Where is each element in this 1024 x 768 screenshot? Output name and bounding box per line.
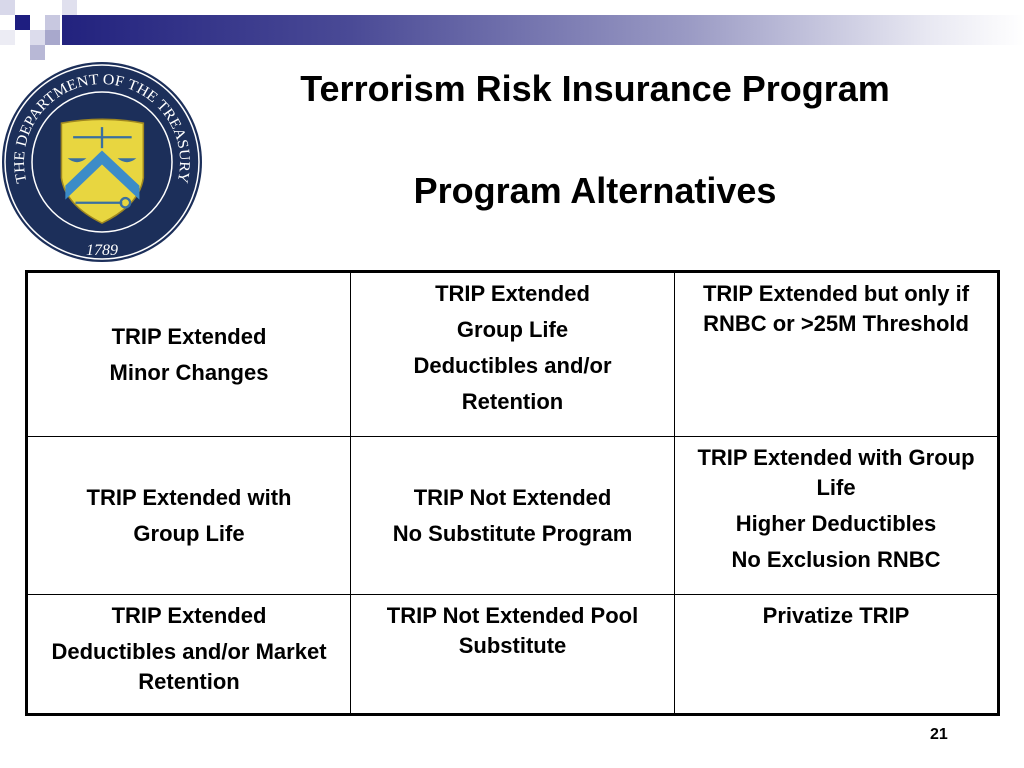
- cell-line: No Substitute Program: [392, 520, 633, 546]
- table-cell: [351, 437, 675, 595]
- table-cell: [675, 272, 999, 437]
- table-row: [27, 272, 999, 437]
- cell-line: TRIP Extended: [111, 323, 267, 349]
- table-cell: [27, 437, 351, 595]
- cell-line: Deductibles and/or Market Retention: [51, 639, 327, 695]
- table-cell: [27, 272, 351, 437]
- cell-line: TRIP Extended with Group Life: [697, 445, 975, 501]
- alternatives-table: [25, 270, 1000, 716]
- table-row: [27, 595, 999, 715]
- cell-line: Group Life: [133, 520, 245, 546]
- cell-line: Minor Changes: [109, 359, 269, 385]
- table-cell: [27, 595, 351, 715]
- cell-line: TRIP Not Extended Pool Substitute: [386, 603, 639, 659]
- cell-line: TRIP Extended: [435, 281, 590, 306]
- table-cell: [675, 437, 999, 595]
- cell-line: Privatize TRIP: [762, 603, 910, 629]
- cell-line: Group Life: [456, 317, 569, 342]
- treasury-seal-logo: [0, 60, 205, 265]
- cell-line: Retention: [461, 389, 564, 414]
- page-number: 21: [930, 726, 948, 743]
- cell-line: TRIP Not Extended: [413, 484, 612, 510]
- cell-line: No Exclusion RNBC: [731, 547, 941, 573]
- table-cell: [351, 272, 675, 437]
- page-title: Terrorism Risk Insurance Program: [300, 68, 890, 109]
- cell-line: Higher Deductibles: [735, 511, 937, 537]
- table-cell: [351, 595, 675, 715]
- svg-text:1789: 1789: [86, 242, 118, 259]
- table-row: [27, 437, 999, 595]
- table-cell: [675, 595, 999, 715]
- svg-text:THE DEPARTMENT OF THE TREASURY: THE DEPARTMENT OF THE TREASURY: [11, 71, 193, 185]
- cell-line: TRIP Extended but only if RNBC or >25M Threshold: [702, 281, 970, 336]
- page-subtitle: Program Alternatives: [413, 170, 777, 211]
- header-bar: [62, 15, 1024, 45]
- cell-line: TRIP Extended: [111, 603, 267, 629]
- cell-line: TRIP Extended with: [86, 484, 292, 510]
- cell-line: Deductibles and/or: [413, 353, 612, 378]
